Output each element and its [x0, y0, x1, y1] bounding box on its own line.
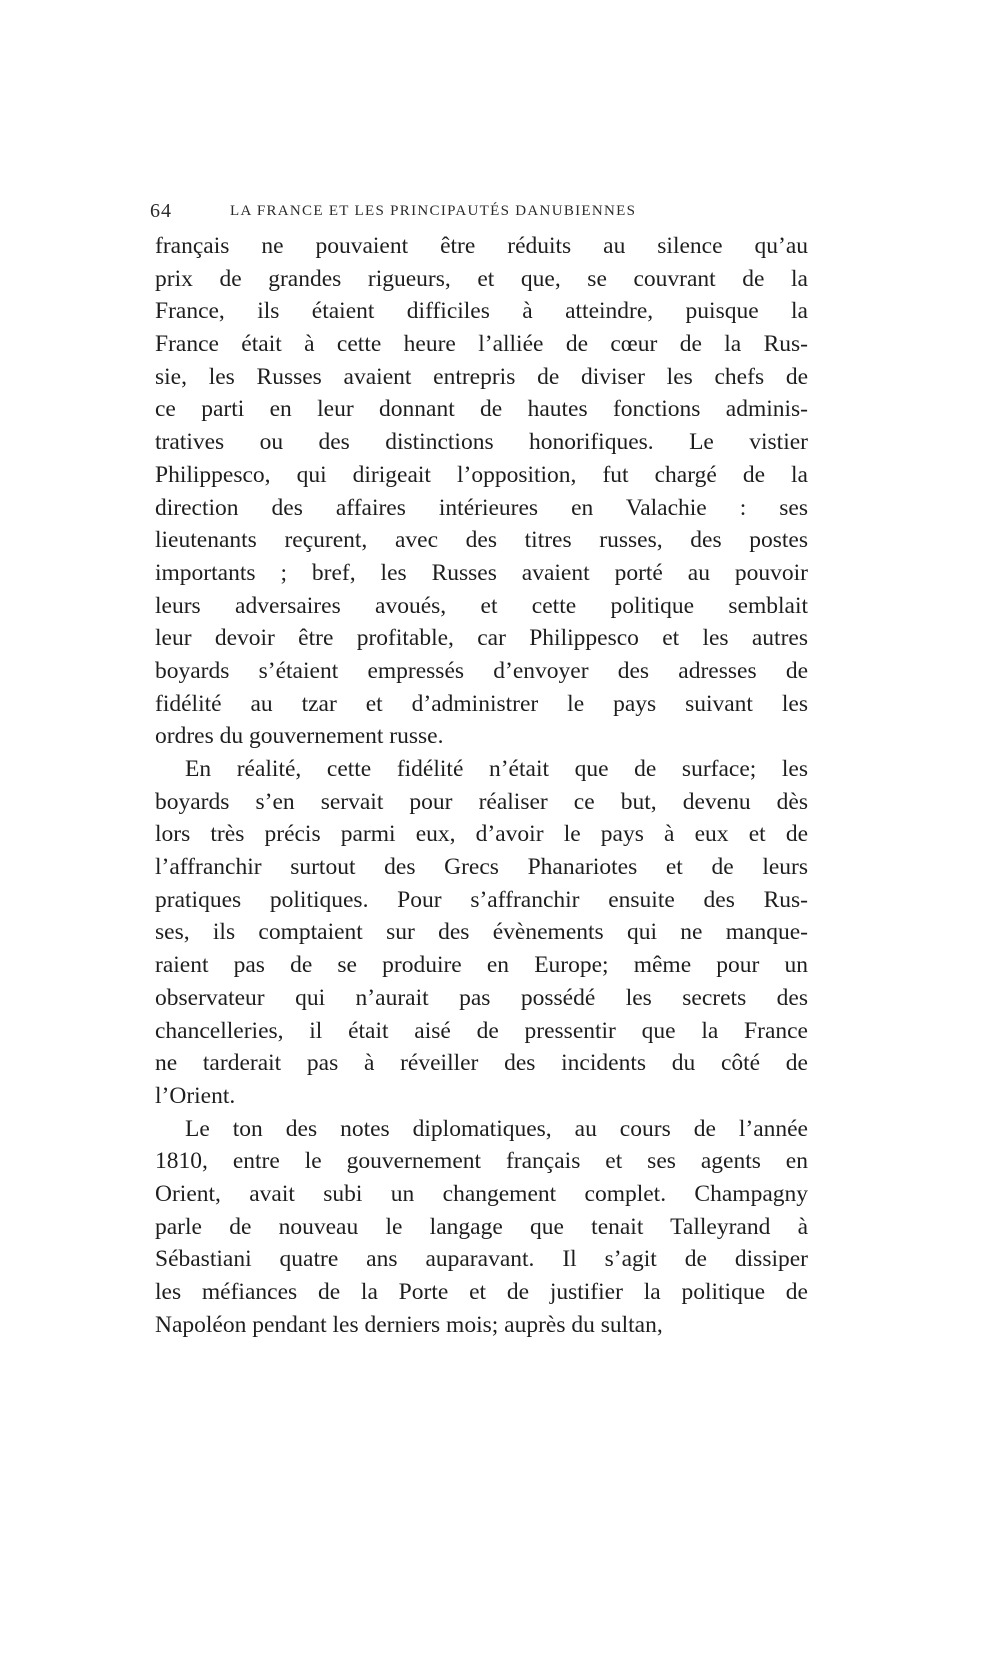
text-line: direction des affaires intérieures en Valachie : ses: [155, 494, 808, 521]
text-line: boyards s’en servait pour réaliser ce but, devenu dès: [155, 788, 808, 815]
text-line: français ne pouvaient être réduits au silence qu’au: [155, 233, 808, 259]
text-line: France était à cette heure l’alliée de cœur de la Rus-: [155, 331, 808, 358]
text-line: sie, les Russes avaient entrepris de diviser les chefs de: [155, 363, 808, 390]
text-line: parle de nouveau le langage que tenait Talleyrand à: [155, 1213, 808, 1240]
text-line: observateur qui n’aurait pas possédé les secrets des: [155, 984, 808, 1011]
text-line: ses, ils comptaient sur des évènements qui ne manque-: [155, 919, 808, 946]
paragraph-2: [155, 753, 808, 1113]
paragraph-1: [155, 230, 808, 753]
paragraph-3: [155, 1113, 808, 1342]
text-line: Philippesco, qui dirigeait l’opposition, fut chargé de la: [155, 461, 808, 488]
text-line: pratiques politiques. Pour s’affranchir ensuite des Rus-: [155, 886, 808, 913]
text-line: France, ils étaient difficiles à atteindre, puisque la: [155, 298, 808, 325]
text-line: fidélité au tzar et d’administrer le pays suivant les: [155, 690, 808, 717]
text-line: lieutenants reçurent, avec des titres russes, des postes: [155, 527, 808, 554]
text-line: Napoléon pendant les derniers mois; auprès du sultan,: [155, 1311, 663, 1338]
text-line: ce parti en leur donnant de hautes fonctions adminis-: [155, 396, 808, 423]
text-line: lors très précis parmi eux, d’avoir le pays à eux et de: [155, 821, 808, 848]
text-line: En réalité, cette fidélité n’était que de surface; les: [185, 756, 808, 782]
page-number: 64: [150, 200, 172, 222]
text-line: Orient, avait subi un changement complet. Champagny: [155, 1180, 808, 1207]
text-line: tratives ou des distinctions honorifiques. Le vistier: [155, 429, 808, 456]
text-line: leurs adversaires avoués, et cette politique semblait: [155, 592, 808, 619]
text-line: les méfiances de la Porte et de justifier la politique de: [155, 1279, 808, 1305]
text-line: Sébastiani quatre ans auparavant. Il s’agit de dissiper: [155, 1246, 808, 1273]
text-line: Le ton des notes diplomatiques, au cours de l’année: [185, 1115, 808, 1142]
page-header: [150, 200, 810, 226]
text-line: importants ; bref, les Russes avaient porté au pouvoir: [155, 559, 808, 586]
running-head: LA FRANCE ET LES PRINCIPAUTÉS DANUBIENNES: [230, 203, 637, 219]
text-line: ordres du gouvernement russe.: [155, 723, 444, 750]
text-line: chancelleries, il était aisé de pressentir que la France: [155, 1017, 808, 1044]
text-line: ne tarderait pas à réveiller des incidents du côté de: [155, 1050, 808, 1077]
text-line: leur devoir être profitable, car Philippesco et les autres: [155, 625, 808, 652]
text-line: boyards s’étaient empressés d’envoyer des adresses de: [155, 657, 808, 684]
body-text: [155, 230, 808, 1341]
text-line: l’affranchir surtout des Grecs Phanariotes et de leurs: [155, 854, 808, 881]
text-line: l’Orient.: [155, 1082, 236, 1109]
text-line: prix de grandes rigueurs, et que, se couvrant de la: [155, 265, 808, 292]
text-line: 1810, entre le gouvernement français et ses agents en: [155, 1148, 808, 1175]
text-line: raient pas de se produire en Europe; même pour un: [155, 952, 808, 979]
